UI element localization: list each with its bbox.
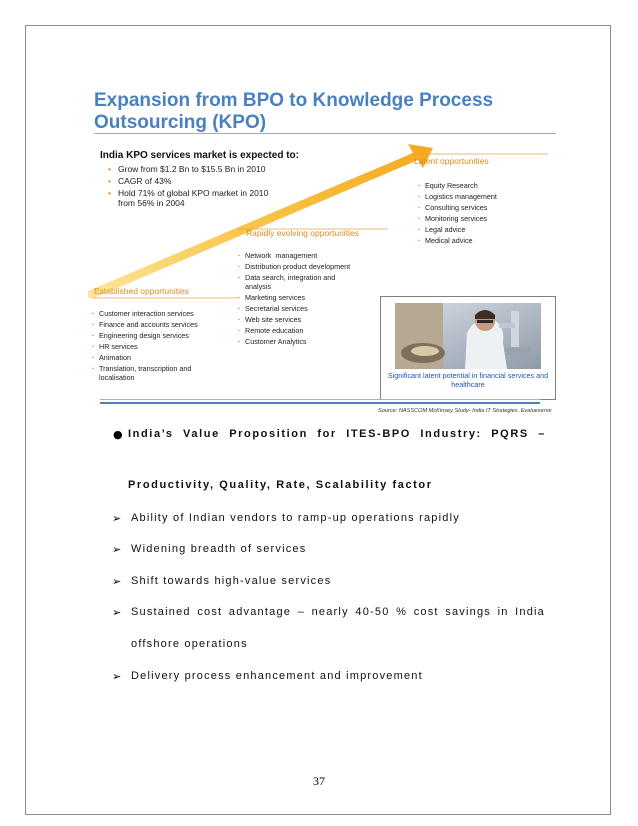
kpo-slide-image <box>88 86 558 414</box>
latent-item: ▪ Medical advice <box>418 237 497 246</box>
rapid-list <box>238 252 350 349</box>
market-list <box>108 164 268 210</box>
point-sustained-cost-line1 <box>131 606 545 618</box>
arrow-bullet-icon: ➢ <box>112 543 122 556</box>
page-number: 37 <box>313 774 325 788</box>
sustained-word: advantage <box>228 606 292 618</box>
sustained-word: nearly <box>311 606 349 618</box>
sustained-word: cost <box>413 606 439 618</box>
heading-word: for <box>317 428 337 440</box>
source-note: Source: NASSCOM McKinsey Study- India IT Strategies, Evalueserve <box>378 408 552 414</box>
rapid-item: ▪ Network management <box>238 252 350 261</box>
latent-list <box>418 182 497 249</box>
rapid-item: ▪ Web site services <box>238 316 350 325</box>
latent-item: ▪ Monitoring services <box>418 215 497 224</box>
established-item: ▪ Finance and accounts services <box>92 321 198 330</box>
slide-title-line1: Expansion from BPO to Knowledge Process <box>94 90 494 111</box>
heading-word: ITES-BPO <box>346 428 411 440</box>
heading-word: Proposition <box>229 428 308 440</box>
rapid-item: ▪ Marketing services <box>238 294 350 303</box>
sustained-word: cost <box>197 606 223 618</box>
latent-item: ▪ Consulting services <box>418 204 497 213</box>
sustained-word: – <box>297 606 306 618</box>
market-item: • Grow from $1.2 Bn to $15.5 Bn in 2010 <box>108 164 268 174</box>
established-item: ▪ Animation <box>92 354 198 363</box>
point-vendors-ramp-up: Ability of Indian vendors to ramp-up operations rapidly <box>131 512 460 524</box>
established-heading: Established opportunities <box>94 286 189 296</box>
sustained-word: Sustained <box>131 606 191 618</box>
rapid-item: ▪ Remote education <box>238 327 350 336</box>
market-item: • Hold 71% of global KPO market in 2010 from 56% in 2004 <box>108 188 268 208</box>
sustained-word: 40-50 <box>355 606 390 618</box>
arrow-bullet-icon: ➢ <box>112 512 122 525</box>
rapid-item: ▪ Secretarial services <box>238 305 350 314</box>
heading-word: PQRS <box>491 428 529 440</box>
slide-title-line2: Outsourcing (KPO) <box>94 112 267 133</box>
value-proposition-heading-line1 <box>128 428 546 440</box>
latent-item: ▪ Legal advice <box>418 226 497 235</box>
sustained-word: India <box>515 606 545 618</box>
point-sustained-cost-line2: offshore operations <box>131 638 248 650</box>
latent-heading: Latent opportunities <box>414 156 489 166</box>
rapid-item: ▪ Data search, integration and analysis <box>238 274 350 291</box>
established-item: ▪ Translation, transcription and localisation <box>92 365 198 382</box>
circle-bullet-icon: ● <box>113 428 123 441</box>
heading-word: Industry: <box>420 428 482 440</box>
arrow-bullet-icon: ➢ <box>112 575 122 588</box>
scientist-microscope-photo <box>395 303 541 369</box>
established-item: ▪ Engineering design services <box>92 332 198 341</box>
sustained-word: savings <box>445 606 491 618</box>
divider-line <box>100 399 540 400</box>
heading-word: Value <box>183 428 220 440</box>
heading-word: – <box>538 428 546 440</box>
point-delivery-process: Delivery process enhancement and improvement <box>131 670 423 682</box>
established-item: ▪ Customer interaction services <box>92 310 198 319</box>
market-heading: India KPO services market is expected to: <box>100 150 299 161</box>
sustained-word: % <box>396 606 408 618</box>
rapid-item: ▪ Customer Analytics <box>238 338 350 347</box>
sustained-word: in <box>497 606 509 618</box>
rapid-heading: Rapidly evolving opportunities <box>246 228 359 238</box>
market-item: • CAGR of 43% <box>108 176 268 186</box>
heading-word: India’s <box>128 428 174 440</box>
latent-item: ▪ Logistics management <box>418 193 497 202</box>
photo-box <box>380 296 556 400</box>
value-proposition-heading-line2: Productivity, Quality, Rate, Scalability factor <box>128 479 433 491</box>
latent-item: ▪ Equity Research <box>418 182 497 191</box>
divider-blue-line <box>100 402 540 404</box>
photo-caption: Significant latent potential in financial services and healthcare <box>387 371 549 389</box>
point-high-value: Shift towards high-value services <box>131 575 332 587</box>
point-widening-breadth: Widening breadth of services <box>131 543 307 555</box>
arrow-bullet-icon: ➢ <box>112 606 122 619</box>
arrow-bullet-icon: ➢ <box>112 670 122 683</box>
established-item: ▪ HR services <box>92 343 198 352</box>
rapid-item: ▪ Distribution product development <box>238 263 350 272</box>
established-list <box>92 310 198 385</box>
